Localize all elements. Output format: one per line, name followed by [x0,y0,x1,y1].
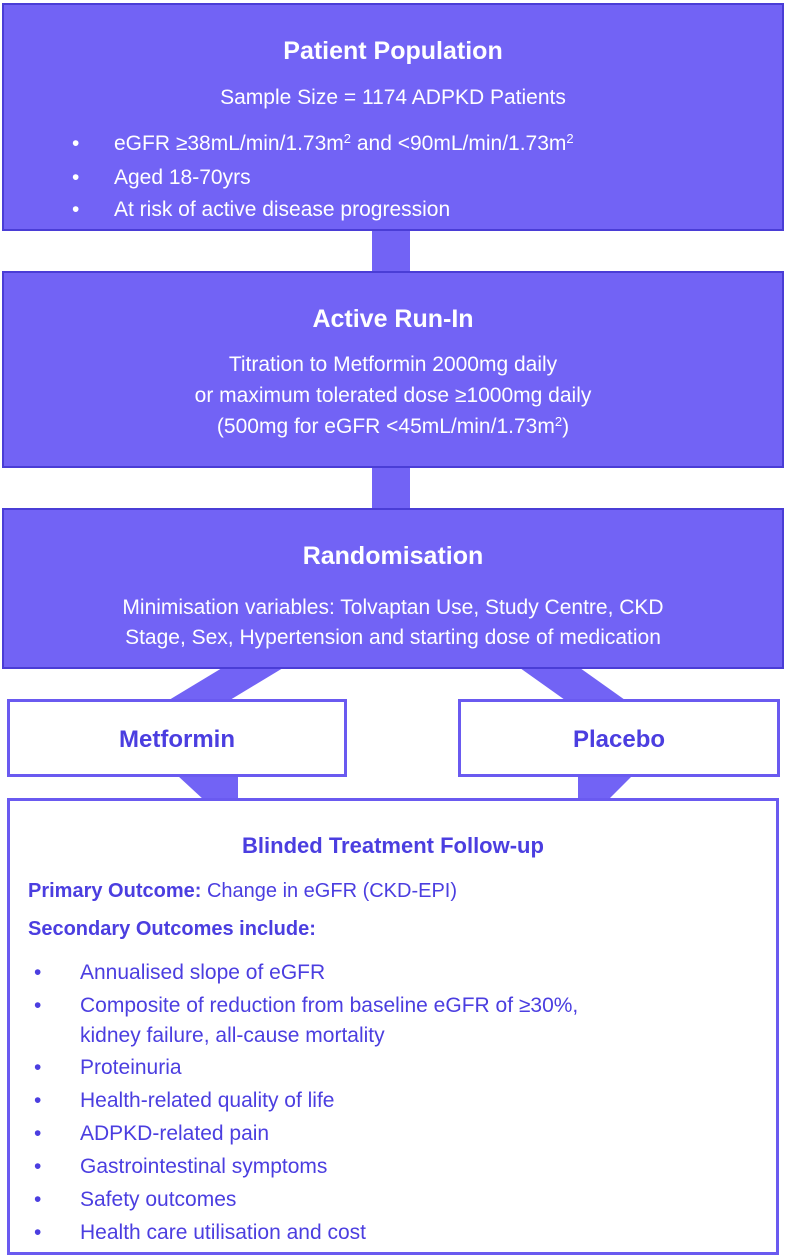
run-in-line-3-sup: 2 [554,413,563,429]
active-run-in-title: Active Run-In [312,305,474,333]
randomisation-line-1: Minimisation variables: Tolvaptan Use, Study Centre, CKD [122,596,664,619]
active-run-in-box [2,271,784,468]
randomisation-line-2: Stage, Sex, Hypertension and starting dose of medication [125,626,661,649]
list-item [4,198,782,230]
list-item [10,1119,776,1152]
list-item [10,1152,776,1185]
outcome-text: Health-related quality of life [80,1089,335,1112]
list-item [10,1218,776,1251]
list-item [10,1185,776,1218]
list-item [10,1053,776,1086]
bullet-icon: • [34,1221,42,1244]
list-item [10,991,776,1053]
list-item [4,166,782,198]
placebo-arm-box [458,699,780,777]
outcome-text: Gastrointestinal symptoms [80,1155,328,1178]
bullet-icon: • [34,1188,42,1211]
follow-up-box [7,798,779,1255]
outcome-text: Proteinuria [80,1056,182,1079]
inclusion-criteria-list [4,132,782,230]
list-item [10,958,776,991]
run-in-line-3-post: ) [562,415,570,438]
patient-population-box [2,3,784,231]
placebo-arm-label: Placebo [572,726,666,753]
bullet-icon: • [34,1155,42,1178]
outcome-text: ADPKD-related pain [80,1122,270,1145]
list-item [10,1086,776,1119]
outcome-text: Safety outcomes [80,1188,237,1211]
bullet-icon: • [34,1056,42,1079]
connector-left-upper [169,668,283,700]
bullet-icon: • [72,198,80,221]
primary-outcome-label: Primary Outcome: [28,880,202,902]
outcome-text: Health care utilisation and cost [80,1221,366,1244]
metformin-arm-label: Metformin [119,726,235,753]
primary-outcome [28,880,457,903]
criterion-egfr-sup1: 2 [343,130,352,146]
sample-size-text: Sample Size = 1174 ADPKD Patients [220,86,566,109]
bullet-icon: • [34,1122,42,1145]
bullet-icon: • [72,166,80,189]
follow-up-title: Blinded Treatment Follow-up [242,833,544,858]
bullet-icon: • [34,1089,42,1112]
metformin-arm-box [7,699,347,777]
criterion-risk: At risk of active disease progression [114,198,451,221]
connector-right-lower [578,776,632,800]
randomisation-title: Randomisation [302,542,484,570]
randomisation-box [2,508,784,669]
secondary-outcomes-label: Secondary Outcomes include: [28,918,316,940]
patient-population-title: Patient Population [283,37,503,65]
primary-outcome-value: Change in eGFR (CKD-EPI) [201,880,458,902]
run-in-line-3-pre: (500mg for eGFR <45mL/min/1.73m [216,415,555,438]
outcome-text: Composite of reduction from baseline eGFR of ≥30%, [80,994,579,1017]
outcome-text: Annualised slope of eGFR [80,961,326,984]
bullet-icon: • [34,961,42,984]
criterion-egfr-sup2: 2 [566,130,574,146]
run-in-line-1: Titration to Metformin 2000mg daily [228,353,558,376]
outcome-text-cont: kidney failure, all-cause mortality [80,1024,385,1047]
bullet-icon: • [34,994,42,1017]
secondary-outcomes-list [10,958,776,1251]
criterion-age: Aged 18-70yrs [114,166,251,189]
run-in-line-3 [4,415,782,439]
connector-right-upper [520,668,625,700]
criterion-egfr-mid: and <90mL/min/1.73m [351,132,567,155]
bullet-icon: • [72,132,80,155]
criterion-egfr-pre: eGFR ≥38mL/min/1.73m [114,132,344,155]
connector-left-lower [178,776,238,800]
run-in-line-2: or maximum tolerated dose ≥1000mg daily [194,384,592,407]
list-item [4,132,782,166]
